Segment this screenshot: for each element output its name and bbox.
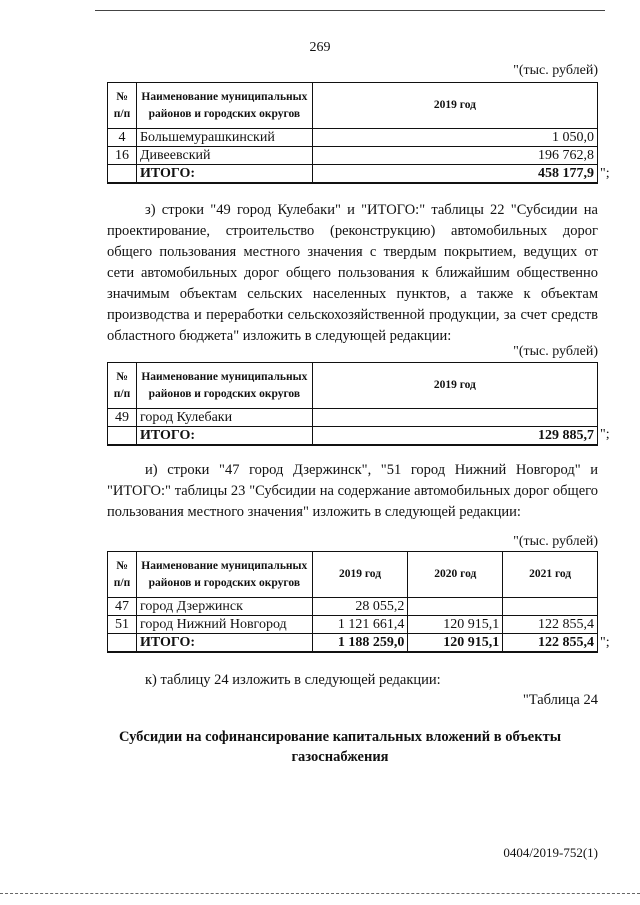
page-number: 269	[309, 40, 331, 55]
document-id: 0404/2019-752(1)	[503, 845, 598, 860]
table-header-row	[108, 552, 598, 598]
paragraph-k: к) таблицу 24 изложить в следующей редакции:	[145, 672, 441, 688]
table-header-row	[108, 83, 598, 129]
table-3	[107, 551, 598, 653]
total-label: ИТОГО:	[136, 427, 312, 446]
cell-num: 47	[108, 598, 137, 616]
total-2019: 129 885,7	[312, 427, 597, 446]
cell-num-empty	[108, 634, 137, 653]
unit-label: "(тыс. рублей)	[513, 63, 598, 78]
table-row	[108, 129, 598, 147]
cell-2019: 1 121 661,4	[312, 616, 408, 634]
cell-name: город Дзержинск	[136, 598, 312, 616]
total-2019: 458 177,9	[312, 165, 597, 184]
cell-name: Большемурашкинский	[136, 129, 312, 147]
unit-label: "(тыс. рублей)	[513, 344, 598, 359]
col-header-2021: 2021 год	[503, 552, 598, 598]
col-header-num: № п/п	[108, 363, 137, 409]
table-row	[108, 147, 598, 165]
cell-2020: 120 915,1	[408, 616, 503, 634]
table-row	[108, 598, 598, 616]
table-1	[107, 82, 598, 184]
end-quote: ";	[600, 427, 610, 442]
cell-num: 4	[108, 129, 137, 147]
total-label: ИТОГО:	[136, 165, 312, 184]
total-2021: 122 855,4	[503, 634, 598, 653]
total-row	[108, 427, 598, 446]
paragraph-z: з) строки "49 город Кулебаки" и "ИТОГО:" таблицы 22 "Субсидии на проектирование, строительство (реконструкцию) автомобильных дорог общего пользования местного значения с твердым покрытием, ведущих от сети автомобильных дорог общего пользования к ближайшим общественно значимым объектам сельских населенных пунктов, а также к объектам производства и переработки сельскохозяйственной продукции, за счет средств областного бюджета" изложить в следующей редакции:	[107, 202, 598, 344]
table-row	[108, 616, 598, 634]
table-header-row	[108, 363, 598, 409]
top-rule	[95, 10, 605, 11]
col-header-2020: 2020 год	[408, 552, 503, 598]
section-title: Субсидии на софинансирование капитальных вложений в объекты газоснабжения	[118, 729, 562, 765]
col-header-2019: 2019 год	[312, 552, 408, 598]
table-2	[107, 362, 598, 446]
cell-2021: 122 855,4	[503, 616, 598, 634]
end-quote: ";	[600, 166, 610, 181]
cell-2020	[408, 598, 503, 616]
cell-2019: 28 055,2	[312, 598, 408, 616]
col-header-num: № п/п	[108, 83, 137, 129]
cell-name: город Нижний Новгород	[136, 616, 312, 634]
total-2019: 1 188 259,0	[312, 634, 408, 653]
col-header-name: Наименование муниципальных районов и городских округов	[136, 552, 312, 598]
cell-name: Дивеевский	[136, 147, 312, 165]
cell-2019: 1 050,0	[312, 129, 597, 147]
col-header-name: Наименование муниципальных районов и городских округов	[136, 363, 312, 409]
col-header-2019: 2019 год	[312, 83, 597, 129]
col-header-name: Наименование муниципальных районов и городских округов	[136, 83, 312, 129]
total-row	[108, 165, 598, 184]
col-header-num: № п/п	[108, 552, 137, 598]
total-row	[108, 634, 598, 653]
cell-num: 49	[108, 409, 137, 427]
cell-num: 51	[108, 616, 137, 634]
cell-2019	[312, 409, 597, 427]
end-quote: ";	[600, 635, 610, 650]
total-label: ИТОГО:	[136, 634, 312, 653]
unit-label: "(тыс. рублей)	[513, 534, 598, 549]
cell-num-empty	[108, 427, 137, 446]
cell-num: 16	[108, 147, 137, 165]
paragraph-i: и) строки "47 город Дзержинск", "51 город Нижний Новгород" и "ИТОГО:" таблицы 23 "Субсидии на содержание автомобильных дорог общего пользования местного значения" изложить в следующей редакции:	[107, 462, 598, 520]
cell-name: город Кулебаки	[136, 409, 312, 427]
cell-num-empty	[108, 165, 137, 184]
col-header-2019: 2019 год	[312, 363, 597, 409]
cell-2019: 196 762,8	[312, 147, 597, 165]
cell-2021	[503, 598, 598, 616]
table-24-label: "Таблица 24	[522, 692, 598, 708]
bottom-rule	[0, 893, 640, 894]
table-row	[108, 409, 598, 427]
total-2020: 120 915,1	[408, 634, 503, 653]
